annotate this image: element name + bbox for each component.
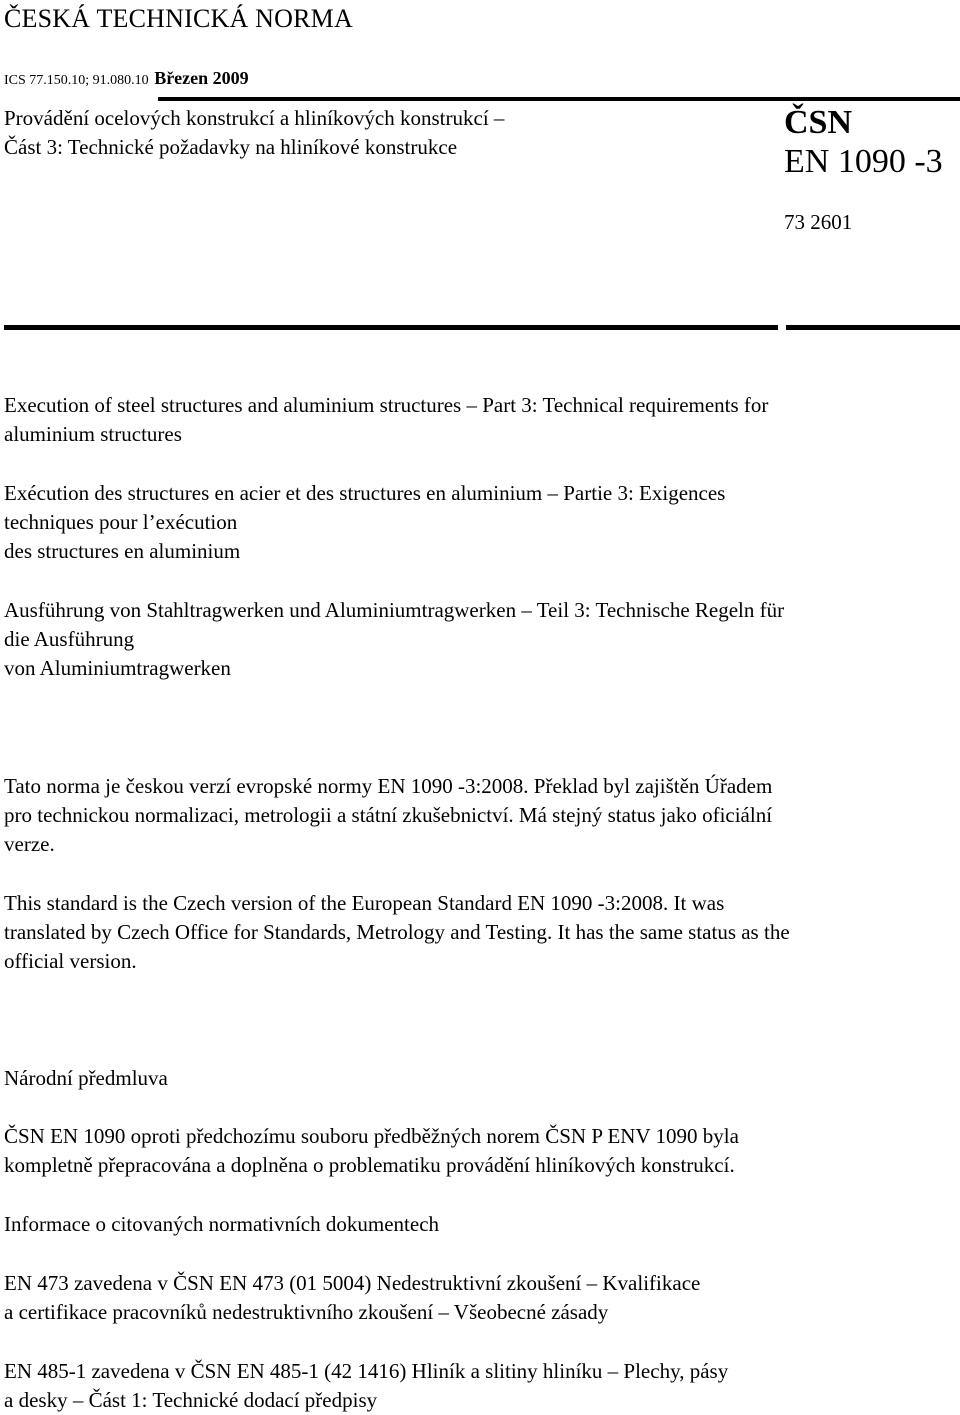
foreword-line: kompletně přepracována a doplněna o problematiku provádění hliníkových konstrukcí. [4,1153,735,1177]
english-version-note [4,889,956,976]
standard-number: EN 1090 -3 [784,143,943,180]
header-rule [158,97,960,101]
french-title-line: techniques pour l’exécution [4,510,238,534]
czech-note-line: Tato norma je českou verzí evropské normy EN 1090 -3:2008. Překlad byl zajištěn Úřadem [4,774,773,798]
french-title-line: des structures en aluminium [4,539,241,563]
classification-code: 73 2601 [784,210,853,234]
publication-date: Březen 2009 [154,68,249,88]
english-note-line: official version. [4,949,137,973]
french-title [4,479,956,566]
german-title [4,596,956,683]
czech-note-line: verze. [4,832,55,856]
foreword-heading: Národní předmluva [4,1066,168,1090]
ics-classification-line [4,68,249,89]
german-title-line: die Ausführung [4,627,135,651]
document-header-title: ČESKÁ TECHNICKÁ NORMA [4,4,353,33]
english-title-line: Execution of steel structures and aluminium structures – Part 3: Technical requirements for [4,393,769,417]
english-note-line: This standard is the Czech version of the European Standard EN 1090 -3:2008. It was [4,891,725,915]
english-note-line: translated by Czech Office for Standards, Metrology and Testing. It has the same status as the [4,920,790,944]
reference-line: a desky – Část 1: Technické dodací předpisy [4,1388,378,1412]
reference-item [4,1269,956,1327]
foreword-body [4,1122,956,1180]
czech-title [4,104,764,162]
french-title-line: Exécution des structures en acier et des structures en aluminium – Partie 3: Exigences [4,481,726,505]
german-title-line: Ausführung von Stahltragwerken und Aluminiumtragwerken – Teil 3: Technische Regeln für [4,598,785,622]
czech-note-line: pro technickou normalizaci, metrologii a státní zkušebnictví. Má stejný status jako oficiální [4,803,773,827]
reference-line: a certifikace pracovníků nedestruktivního zkoušení – Všeobecné zásady [4,1300,609,1324]
csn-mark: ČSN [784,104,853,141]
title-rule-right [786,325,960,330]
czech-version-note [4,772,956,859]
reference-item [4,1357,956,1415]
foreword-line: ČSN EN 1090 oproti předchozímu souboru předběžných norem ČSN P ENV 1090 byla [4,1124,739,1148]
reference-line: EN 473 zavedena v ČSN EN 473 (01 5004) Nedestruktivní zkoušení – Kvalifikace [4,1271,701,1295]
title-rule-left [4,325,778,330]
ics-codes: ICS 77.150.10; 91.080.10 [4,73,149,88]
czech-title-line-1: Provádění ocelových konstrukcí a hliníkových konstrukcí – [4,106,505,130]
reference-line: EN 485-1 zavedena v ČSN EN 485-1 (42 1416) Hliník a slitiny hliníku – Plechy, pásy [4,1359,729,1383]
references-heading: Informace o citovaných normativních dokumentech [4,1212,440,1236]
english-title [4,391,956,449]
czech-title-line-2: Část 3: Technické požadavky na hliníkové konstrukce [4,135,458,159]
english-title-line: aluminium structures [4,422,182,446]
german-title-line: von Aluminiumtragwerken [4,656,231,680]
